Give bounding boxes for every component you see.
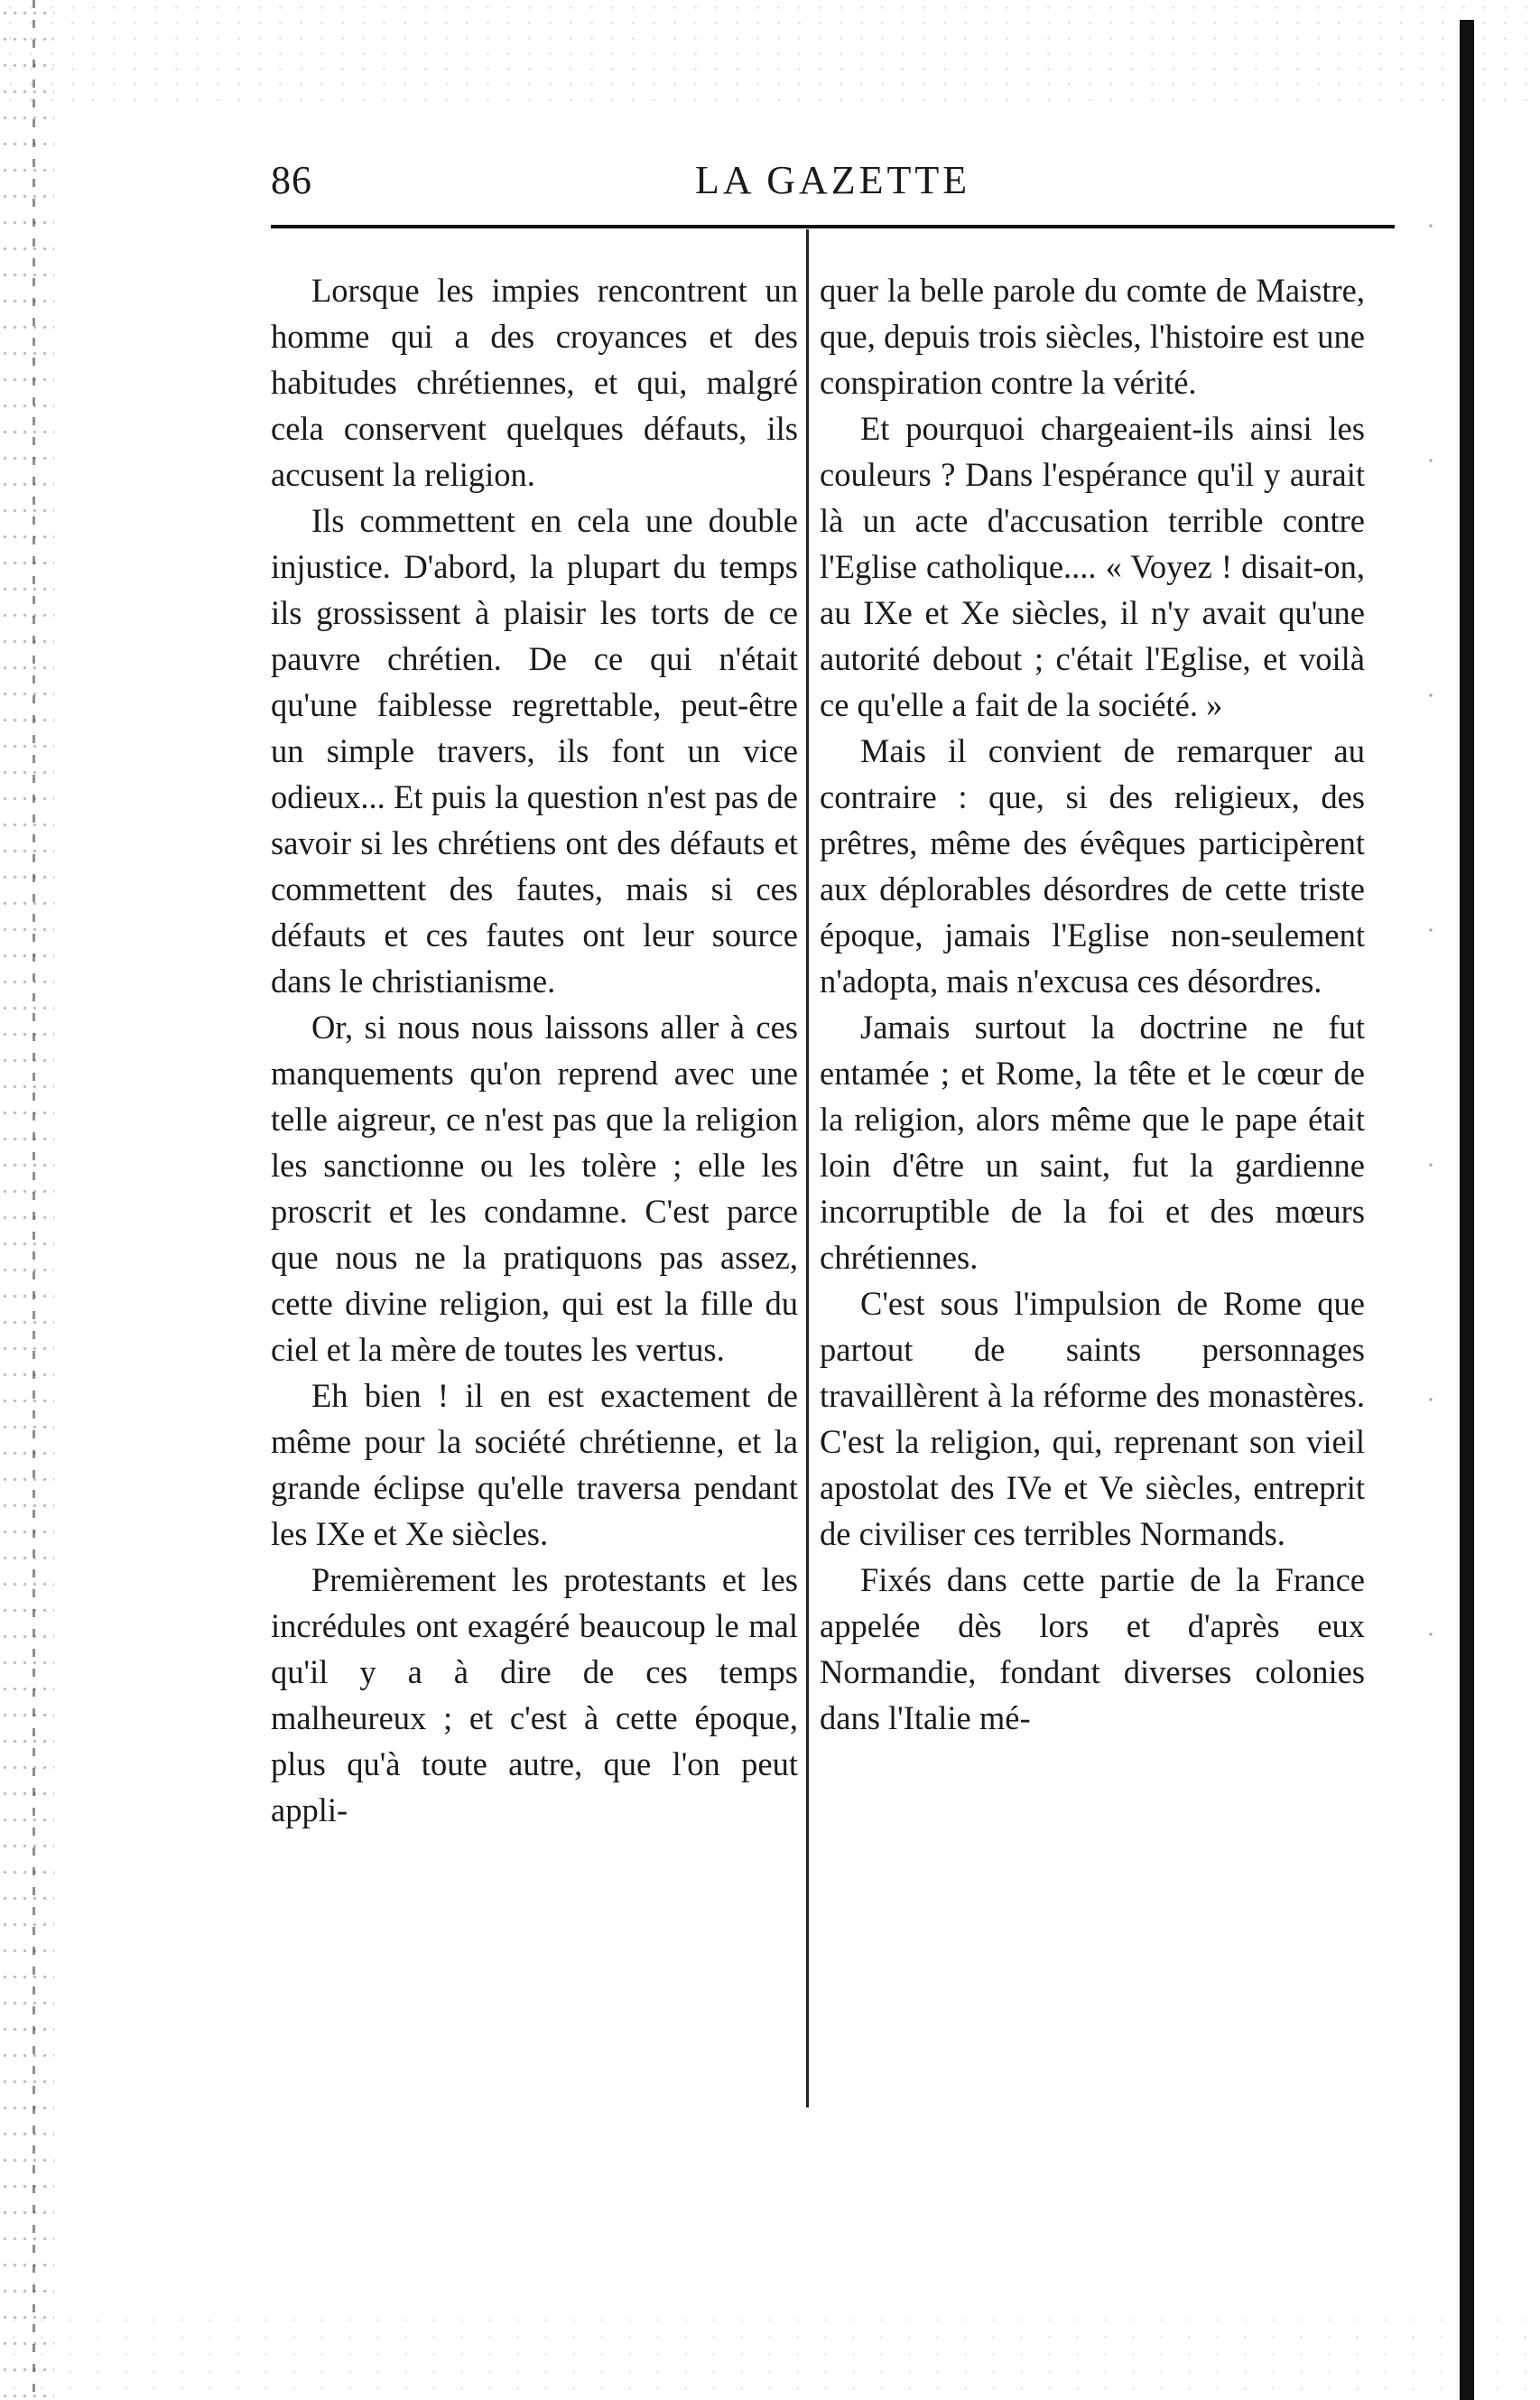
- running-title: LA GAZETTE: [695, 158, 971, 202]
- paragraph: quer la belle parole du comte de Maistre, que, depuis trois siècles, l'histoire est une conspiration contre la vérité.: [820, 272, 1365, 401]
- page-number: 86: [271, 158, 312, 202]
- paragraph: C'est sous l'impulsion de Rome que partout de saints personnages travaillèrent à la réforme des monastères. C'est la religion, qui, reprenant son vieil apostolat des IVe et Ve siècles, entreprit de civiliser ces terribles Normands.: [820, 1285, 1365, 1552]
- right-column: [820, 267, 1365, 1741]
- paragraph: Jamais surtout la doctrine ne fut entamée ; et Rome, la tête et le cœur de la religion, alors même que le pape était loin d'être un saint, fut la gardienne incorruptible de la foi et des mœurs chrétiennes.: [820, 1009, 1365, 1276]
- paragraph: Ils commettent en cela une double injustice. D'abord, la plupart du temps ils grossissent à plaisir les torts de ce pauvre chrétien. De ce qui n'était qu'une faiblesse regrettable, peut-être un simple travers, ils font un vice odieux... Et puis la question n'est pas de savoir si les chrétiens ont des défauts et commettent des fautes, mais si ces défauts et ces fautes ont leur source dans le christianisme.: [271, 502, 798, 1000]
- page-header: [271, 153, 1390, 217]
- column-divider: [806, 229, 809, 2107]
- header-rule: [271, 225, 1395, 228]
- scan-noise-bottom: [0, 2312, 1540, 2400]
- scan-noise-left-edge: [0, 0, 54, 2400]
- paragraph: Or, si nous nous laissons aller à ces manquements qu'on reprend avec une telle aigreur, ce n'est pas que la religion les sanctionne ou les tolère ; elle les proscrit et les condamne. C'est parce que nous ne la pratiquons pas assez, cette divine religion, qui est la fille du ciel et la mère de toutes les vertus.: [271, 1009, 798, 1368]
- left-column: [271, 267, 798, 1833]
- paragraph: Fixés dans cette partie de la France appelée dès lors et d'après eux Normandie, fondant diverses colonies dans l'Italie mé-: [820, 1561, 1365, 1736]
- paragraph: Et pourquoi chargeaient-ils ainsi les couleurs ? Dans l'espérance qu'il y aurait là un acte d'accusation terrible contre l'Eglise catholique.... « Voyez ! disait-on, au IXe et Xe siècles, il n'y avait qu'une autorité debout ; c'était l'Eglise, et voilà ce qu'elle a fait de la société. »: [820, 410, 1365, 723]
- binding-edge-mark: [32, 0, 35, 2400]
- scan-border-bar: [1460, 20, 1474, 2400]
- paragraph: Mais il convient de remarquer au contraire : que, si des religieux, des prêtres, même des évêques participèrent aux déplorables désordres de cette triste époque, jamais l'Eglise non-seulement n'adopta, mais n'excusa ces désordres.: [820, 732, 1365, 1000]
- scan-noise-right: [1408, 108, 1453, 1734]
- paragraph: Eh bien ! il en est exactement de même pour la société chrétienne, et la grande éclipse qu'elle traversa pendant les IXe et Xe siècles.: [271, 1377, 798, 1552]
- scan-noise-top: [0, 0, 1540, 108]
- paragraph: Premièrement les protestants et les incrédules ont exagéré beaucoup le mal qu'il y a à dire de ces temps malheureux ; et c'est à cette époque, plus qu'à toute autre, que l'on peut appli-: [271, 1561, 798, 1828]
- paragraph: Lorsque les impies rencontrent un homme qui a des croyances et des habitudes chrétiennes, et qui, malgré cela conservent quelques défauts, ils accusent la religion.: [271, 272, 798, 493]
